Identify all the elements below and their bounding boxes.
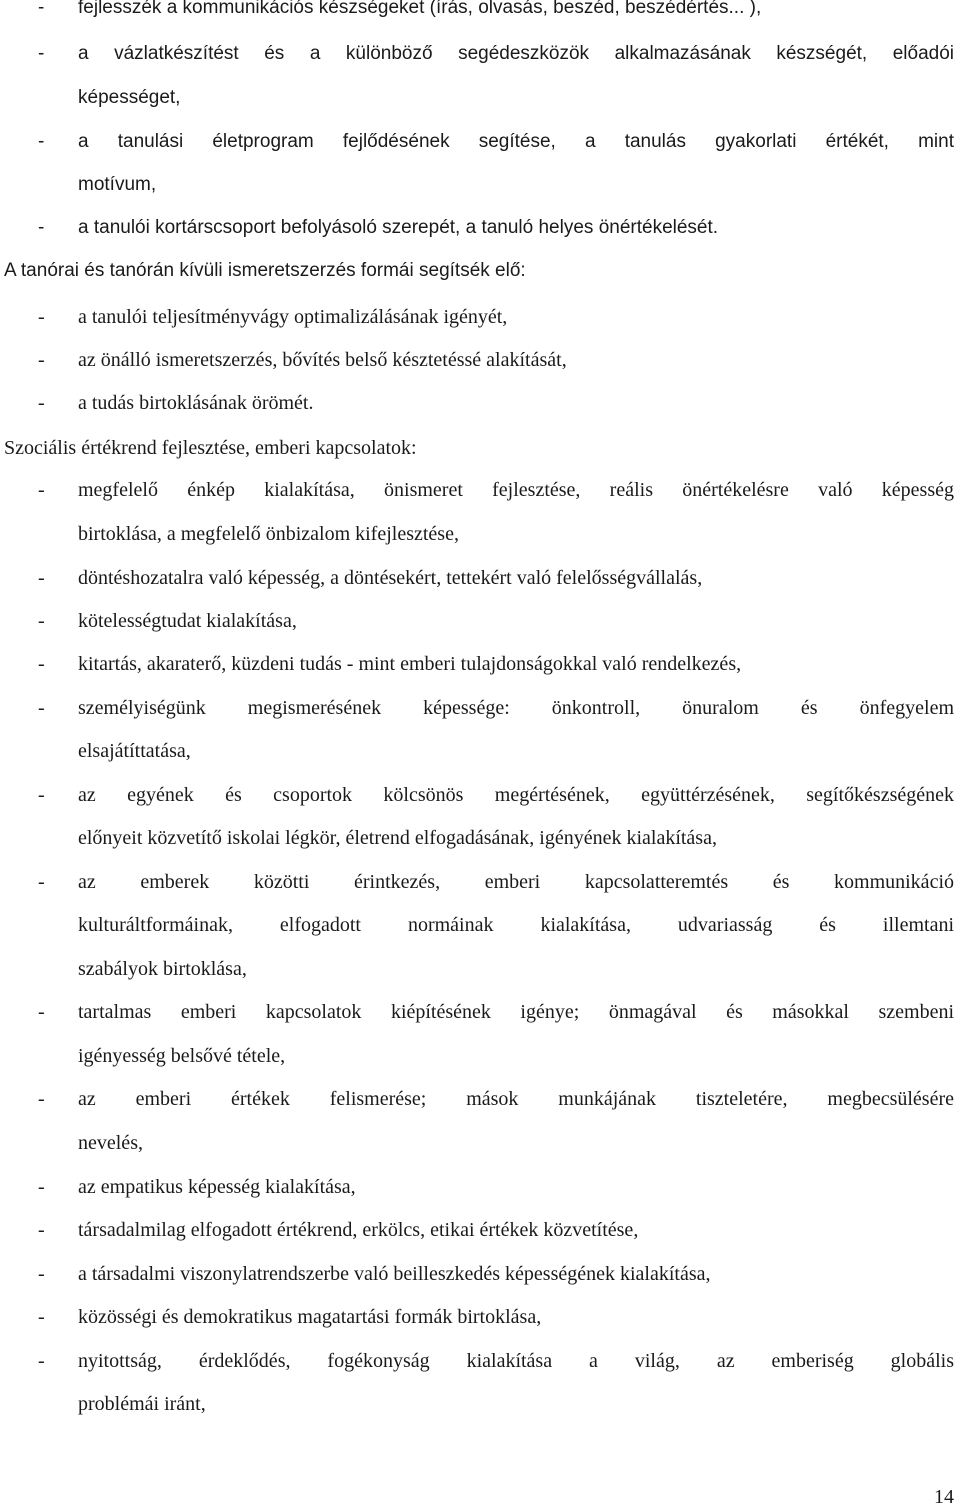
list-item-continuation: birtoklása, a megfelelő önbizalom kifejlesztése,	[78, 523, 459, 545]
list-item-text: a tanulói teljesítményvágy optimalizálásának igényét,	[78, 306, 508, 328]
list-dash: -	[38, 871, 45, 893]
list-dash: -	[38, 43, 45, 64]
list-item-text: a tanulói kortárscsoport befolyásoló szerepét, a tanuló helyes önértékelését.	[78, 217, 719, 238]
list-item-text: személyiségünk megismerésének képessége: önkontroll, önuralom és önfegyelem	[78, 697, 954, 719]
list-item-text: az önálló ismeretszerzés, bővítés belső késztetéssé alakítását,	[78, 349, 567, 371]
list-item-continuation: szabályok birtoklása,	[78, 958, 247, 980]
list-dash: -	[38, 567, 45, 589]
list-item-text: nyitottság, érdeklődés, fogékonyság kialakítása a világ, az emberiség globális	[78, 1350, 954, 1372]
list-dash: -	[38, 1263, 45, 1285]
list-item-text: kötelességtudat kialakítása,	[78, 610, 297, 632]
list-dash: -	[38, 1001, 45, 1023]
list-item-continuation: problémái iránt,	[78, 1393, 206, 1415]
list-item-text: döntéshozatalra való képesség, a döntésekért, tettekért való felelősségvállalás,	[78, 567, 703, 589]
list-dash: -	[38, 349, 45, 371]
list-item-text: a társadalmi viszonylatrendszerbe való beilleszkedés képességének kialakítása,	[78, 1263, 711, 1285]
list-dash: -	[38, 0, 45, 18]
list-dash: -	[38, 1306, 45, 1328]
list-item-continuation: képességet,	[78, 87, 181, 108]
list-dash: -	[38, 217, 45, 238]
list-dash: -	[38, 784, 45, 806]
list-item-text: az emberi értékek felismerése; mások munkájának tiszteletére, megbecsülésére	[78, 1088, 954, 1110]
list-item-continuation: előnyeit közvetítő iskolai légkör, életrend elfogadásának, igényének kialakítása,	[78, 827, 717, 849]
list-dash: -	[38, 1350, 45, 1372]
list-item-continuation: elsajátíttatása,	[78, 740, 191, 762]
list-dash: -	[38, 479, 45, 501]
list-item-text: társadalmilag elfogadott értékrend, erkölcs, etikai értékek közvetítése,	[78, 1219, 639, 1241]
list-dash: -	[38, 1219, 45, 1241]
list-dash: -	[38, 392, 45, 414]
list-item-text: közösségi és demokratikus magatartási formák birtoklása,	[78, 1306, 542, 1328]
list-item-continuation: igényesség belsővé tétele,	[78, 1045, 286, 1067]
list-item-text: megfelelő énkép kialakítása, önismeret fejlesztése, reális önértékelésre való képesség	[78, 479, 954, 501]
list-item-text: a tanulási életprogram fejlődésének segítése, a tanulás gyakorlati értékét, mint	[78, 131, 954, 152]
list-item-continuation: kulturáltformáinak, elfogadott normáinak kialakítása, udvariasság és illemtani	[78, 914, 954, 936]
list-dash: -	[38, 306, 45, 328]
page-number: 14	[934, 1486, 954, 1508]
list-dash: -	[38, 1176, 45, 1198]
list-item-text: az egyének és csoportok kölcsönös megértésének, együttérzésének, segítőkészségének	[78, 784, 954, 806]
section-heading: Szociális értékrend fejlesztése, emberi kapcsolatok:	[4, 437, 417, 459]
list-item-continuation: nevelés,	[78, 1132, 143, 1154]
paragraph-heading: A tanórai és tanórán kívüli ismeretszerzés formái segítsék elő:	[4, 260, 526, 281]
list-dash: -	[38, 697, 45, 719]
list-dash: -	[38, 1088, 45, 1110]
list-item-text: a tudás birtoklásának örömét.	[78, 392, 314, 414]
list-dash: -	[38, 131, 45, 152]
list-dash: -	[38, 653, 45, 675]
list-item-text: fejlesszék a kommunikációs készségeket (írás, olvasás, beszéd, beszédértés... ),	[78, 0, 762, 18]
list-item-continuation: motívum,	[78, 174, 157, 195]
list-item-text: az emberek közötti érintkezés, emberi kapcsolatteremtés és kommunikáció	[78, 871, 954, 893]
list-item-text: kitartás, akaraterő, küzdeni tudás - mint emberi tulajdonságokkal való rendelkezés,	[78, 653, 742, 675]
list-item-text: az empatikus képesség kialakítása,	[78, 1176, 356, 1198]
list-item-text: a vázlatkészítést és a különböző segédeszközök alkalmazásának készségét, előadói	[78, 43, 954, 64]
list-item-text: tartalmas emberi kapcsolatok kiépítésének igénye; önmagával és másokkal szembeni	[78, 1001, 954, 1023]
list-dash: -	[38, 610, 45, 632]
